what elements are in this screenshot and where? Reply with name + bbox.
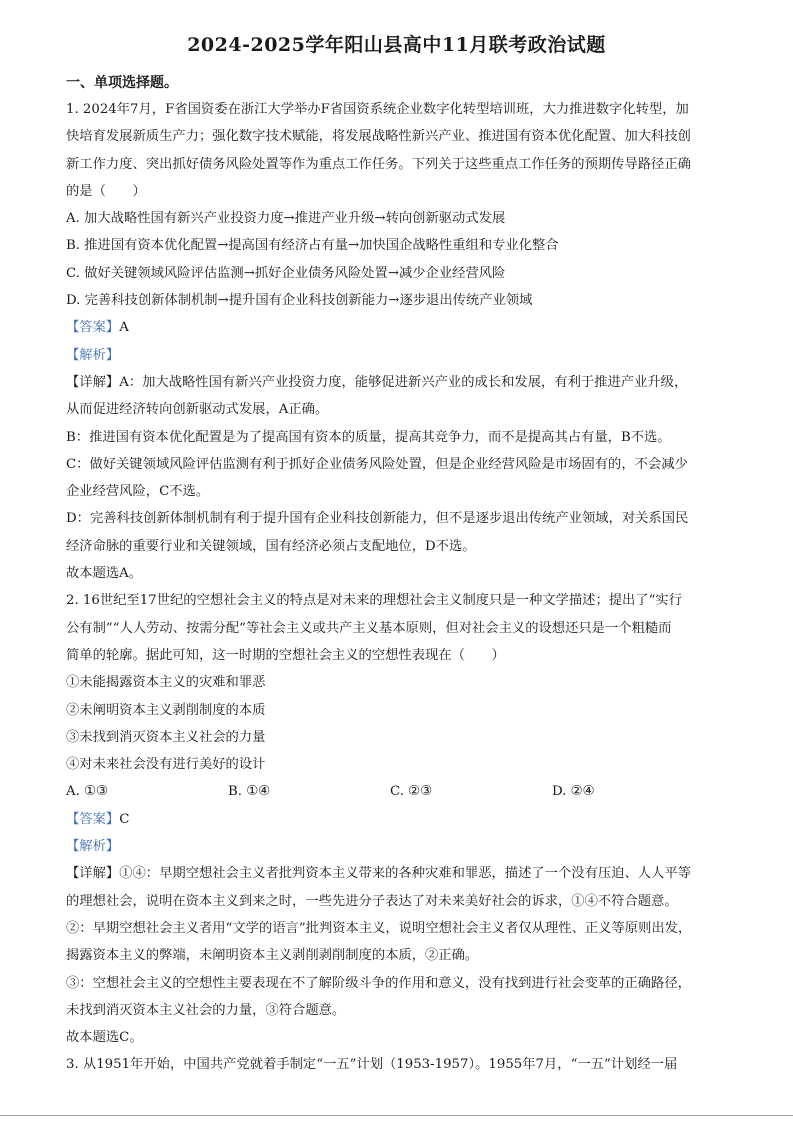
- q1-detail-line: 企业经营风险，C不选。: [66, 484, 210, 500]
- q1-detail-line: 经济命脉的重要行业和关键领域，国有经济必须占支配地位，D不选。: [66, 538, 476, 554]
- q1-stem-line: 新工作力度、突出抓好债务风险处置等作为重点工作任务。下列关于这些重点工作任务的预期传导路径正确: [66, 156, 691, 172]
- q2-option-b: B. ①④: [228, 784, 271, 800]
- q2-option-d: D. ②④: [552, 784, 595, 800]
- q2-item: ②未阐明资本主义剥削制度的本质: [66, 702, 266, 718]
- q1-conclusion: 故本题选A。: [66, 566, 143, 582]
- q1-detail-line: D：完善科技创新体制机制有利于提升国有企业科技创新能力，但不是逐步退出传统产业领域，对关系国民: [66, 511, 689, 527]
- q2-detail-line: ③：空想社会主义的空想性主要表现在不了解阶级斗争的作用和意义，没有找到进行社会变革的正确路径，: [66, 975, 691, 991]
- q2-option-c: C. ②③: [390, 784, 432, 800]
- detail-tag: 【详解】: [66, 374, 120, 390]
- answer-tag: 【答案】: [66, 811, 120, 827]
- q2-detail-line: 的理想社会，说明在资本主义到来之时，一些先进分子表达了对未来美好社会的诉求，①④不符合题意。: [66, 893, 678, 909]
- q2-stem-line: 简单的轮廓。据此可知，这一时期的空想社会主义的空想性表现在（ ）: [66, 647, 505, 663]
- q2-item: ③未找到消灭资本主义社会的力量: [66, 729, 266, 745]
- q1-detail-line: 从而促进经济转向创新驱动式发展，A正确。: [66, 402, 329, 418]
- q1-analysis: [66, 342, 728, 369]
- q1-detail-line: [66, 369, 728, 396]
- answer-value: A: [119, 320, 129, 336]
- q1-answer: [66, 314, 728, 341]
- q1-detail-line: B：推进国有资本优化配置是为了提高国有资本的质量，提高其竞争力，而不是提高其占有量，B不选。: [66, 429, 671, 445]
- detail-text: A：加大战略性国有新兴产业投资力度，能够促进新兴产业的成长和发展，有利于推进产业升级，: [119, 374, 688, 390]
- q1-option-c: C. 做好关键领域风险评估监测→抓好企业债务风险处置→减少企业经营风险: [66, 265, 506, 281]
- q2-stem-line: 2. 16世纪至17世纪的空想社会主义的特点是对未来的理想社会主义制度只是一种文学描述；提出了“实行: [66, 593, 683, 609]
- analysis-tag: 【解析】: [66, 839, 120, 855]
- q1-option-a: A. 加大战略性国有新兴产业投资力度→推进产业升级→转向创新驱动式发展: [66, 211, 506, 227]
- questions-content: [66, 96, 728, 1079]
- q1-stem-line: 的是（ ）: [66, 183, 146, 199]
- q2-analysis: [66, 833, 728, 860]
- q2-item: ④对未来社会没有进行美好的设计: [66, 757, 266, 773]
- detail-tag: 【详解】: [66, 866, 120, 882]
- q2-detail-line: ②：早期空想社会主义者用“文学的语言”批判资本主义，说明空想社会主义者仅从理性、正义等原则出发，: [66, 920, 692, 936]
- q2-item: ①未能揭露资本主义的灾难和罪恶: [66, 675, 266, 691]
- page-bottom-rule: [0, 1115, 793, 1116]
- q2-answer: [66, 806, 728, 833]
- page-title: 2024-2025学年阳山县高中11月联考政治试题: [187, 34, 606, 56]
- detail-text: ①④：早期空想社会主义者批判资本主义带来的各种灾难和罪恶，描述了一个没有压迫、人人平等: [119, 866, 691, 882]
- q1-option-d: D. 完善科技创新体制机制→提升国有企业科技创新能力→逐步退出传统产业领域: [66, 293, 533, 309]
- q2-options: [66, 778, 728, 805]
- answer-value: C: [119, 811, 130, 827]
- q1-option-b: B. 推进国有资本优化配置→提高国有经济占有量→加快国企战略性重组和专业化整合: [66, 238, 559, 254]
- answer-tag: 【答案】: [66, 320, 120, 336]
- q1-stem-line: 1. 2024年7月，F省国资委在浙江大学举办F省国资系统企业数字化转型培训班，大力推进数字化转型，加: [66, 102, 689, 117]
- q1-detail-line: C：做好关键领域风险评估监测有利于抓好企业债务风险处置，但是企业经营风险是市场固有的，不会减少: [66, 456, 688, 472]
- q2-detail-line: 揭露资本主义的弊端，未阐明资本主义剥削剥削制度的本质，②正确。: [66, 948, 479, 964]
- q2-stem-line: 公有制”“人人劳动、按需分配”等社会主义或共产主义基本原则，但对社会主义的设想还只是一个粗糙而: [66, 620, 672, 636]
- analysis-tag: 【解析】: [66, 347, 120, 363]
- q3-stem-line: 3. 从1951年开始，中国共产党就着手制定“一五”计划（1953-1957）。1955年7月，“一五”计划经一届: [66, 1057, 678, 1073]
- q1-stem-line: 快培育发展新质生产力；强化数字技术赋能，将发展战略性新兴产业、推进国有资本优化配置、加大科技创: [66, 129, 691, 145]
- q2-conclusion: 故本题选C。: [66, 1030, 143, 1046]
- q2-detail-line: [66, 860, 728, 887]
- q2-option-a: A. ①③: [66, 784, 108, 800]
- q2-detail-line: 未找到消灭资本主义社会的力量，③符合题意。: [66, 1002, 346, 1018]
- section-heading: 一、单项选择题。: [66, 75, 178, 91]
